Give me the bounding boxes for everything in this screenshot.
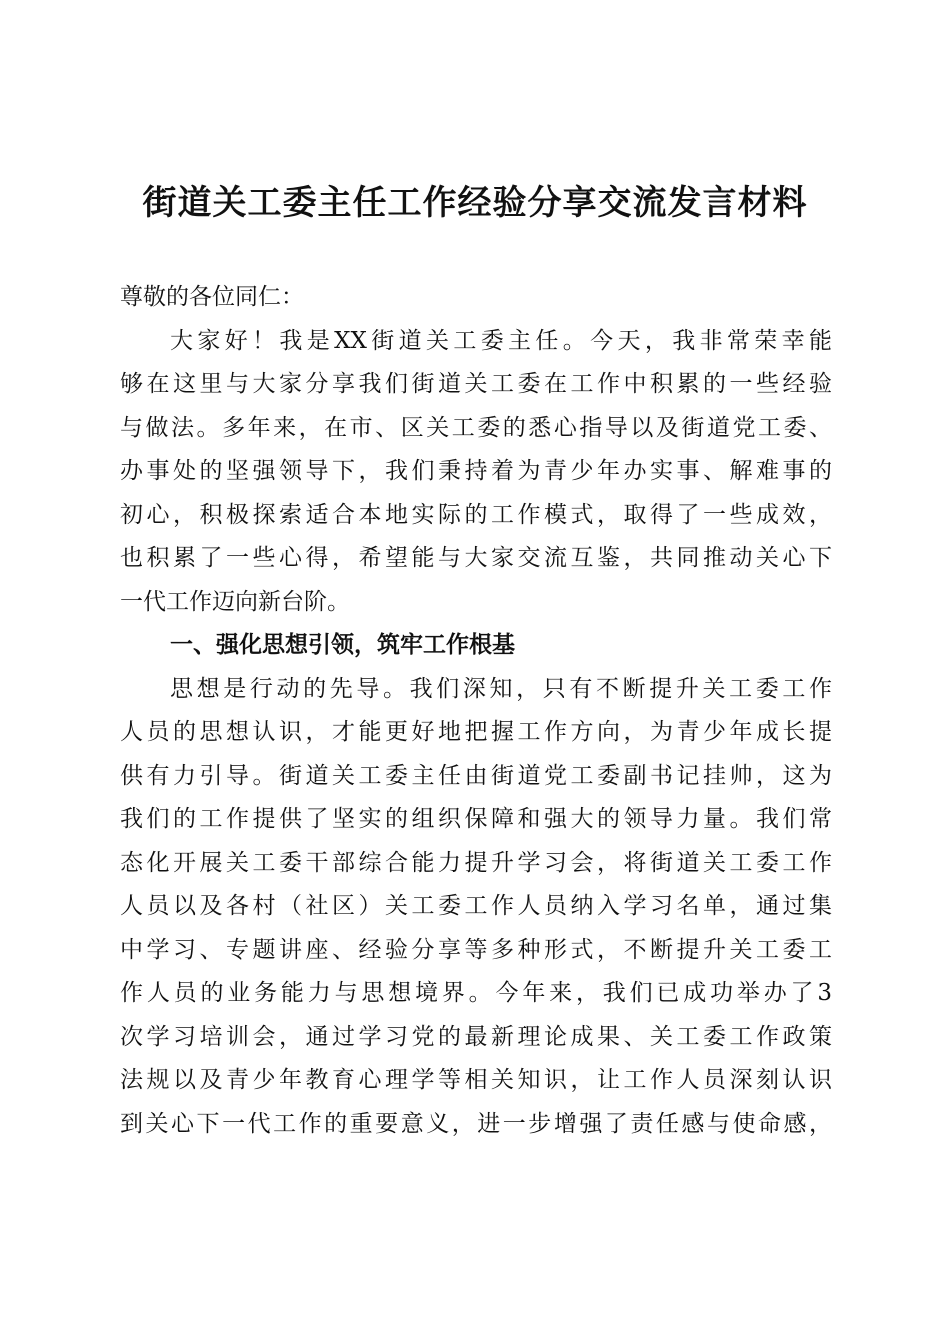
- paragraph-line: 思想是行动的先导。我们深知，只有不断提升关工委工作: [170, 675, 832, 702]
- paragraph-line: 我们的工作提供了坚实的组织保障和强大的领导力量。我们常: [120, 806, 832, 832]
- paragraph-line: 初心，积极探索适合本地实际的工作模式，取得了一些成效，: [120, 501, 832, 528]
- paragraph-line: 人员以及各村（社区）关工委工作人员纳入学习名单，通过集: [120, 893, 832, 919]
- section-heading: 一、强化思想引领，筑牢工作根基: [170, 632, 515, 658]
- paragraph-line: 供有力引导。街道关工委主任由街道党工委副书记挂帅，这为: [120, 762, 832, 789]
- paragraph-line: 也积累了一些心得，希望能与大家交流互鉴，共同推动关心下: [120, 545, 832, 571]
- paragraph-line: 够在这里与大家分享我们街道关工委在工作中积累的一些经验: [120, 371, 832, 397]
- paragraph-line: 态化开展关工委干部综合能力提升学习会，将街道关工委工作: [120, 849, 832, 876]
- salutation: 尊敬的各位同仁：: [120, 284, 304, 310]
- paragraph-line: 大家好！我是XX街道关工委主任。今天，我非常荣幸能: [170, 327, 832, 354]
- paragraph-line: 到关心下一代工作的重要意义，进一步增强了责任感与使命感，: [120, 1110, 832, 1137]
- paragraph-line: 一代工作迈向新台阶。: [120, 588, 350, 615]
- paragraph-line: 法规以及青少年教育心理学等相关知识，让工作人员深刻认识: [120, 1067, 832, 1093]
- paragraph-line: 人员的思想认识，才能更好地把握工作方向，为青少年成长提: [120, 719, 832, 745]
- paragraph-line: 次学习培训会，通过学习党的最新理论成果、关工委工作政策: [120, 1023, 832, 1050]
- paragraph-line: 作人员的业务能力与思想境界。今年来，我们已成功举办了3: [120, 980, 832, 1006]
- paragraph-line: 与做法。多年来，在市、区关工委的悉心指导以及街道党工委、: [120, 414, 832, 441]
- paragraph-line: 办事处的坚强领导下，我们秉持着为青少年办实事、解难事的: [120, 458, 832, 484]
- document-body: [120, 276, 832, 1146]
- paragraph-line: 中学习、专题讲座、经验分享等多种形式，不断提升关工委工: [120, 936, 832, 963]
- document-title: 街道关工委主任工作经验分享交流发言材料: [142, 183, 808, 223]
